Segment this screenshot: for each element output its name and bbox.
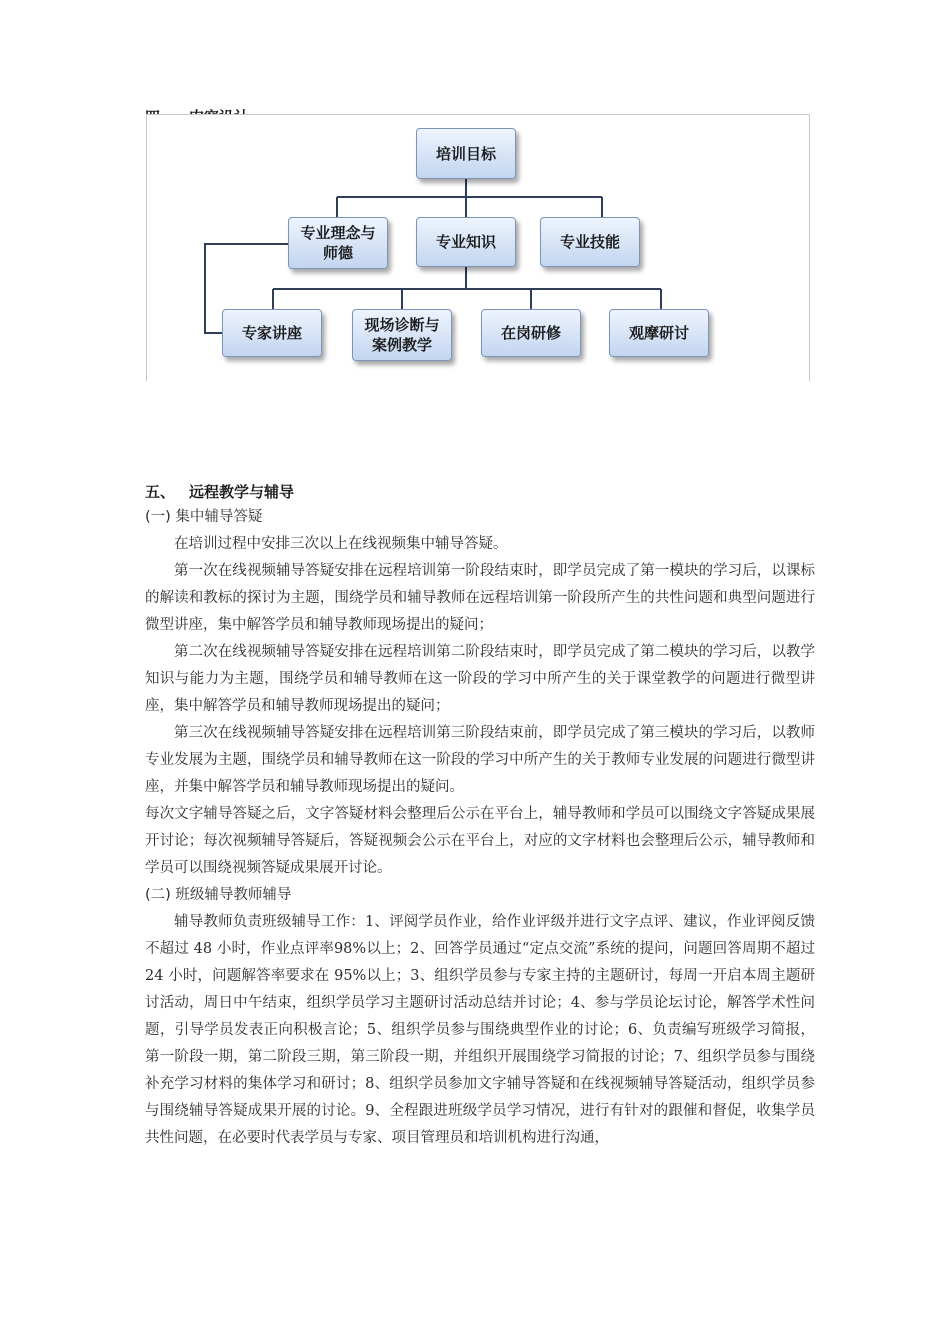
section-5-body (145, 504, 815, 1152)
paragraph-tutor-duties: 辅导教师负责班级辅导工作：1、评阅学员作业，给作业评级并进行文字点评、建议，作业评阅反馈不超过 48 小时，作业点评率98%以上；2、回答学员通过“定点交流”系统的提问，问题回答周期不超过24 小时，问题解答率要求在 95%以上；3、组织学员参与专家主持的主题研讨，每周一开启本周主题研讨活动，周日中午结束，组织学员学习主题研讨活动总结并讨论；4、参与学员论坛讨论，解答学术性问题，引导学员发表正向积极言论；5、组织学员参与围绕典型作业的讨论；6、负责编写班级学习简报，第一阶段一期，第二阶段三期，第三阶段一期，并组织开展围绕学习简报的讨论；7、组织学员参与围绕补充学习材料的集体学习和研讨；8、组织学员参加文字辅导答疑和在线视频辅导答疑活动，组织学员参与围绕辅导答疑成果开展的讨论。9、全程跟进班级学员学习情况，进行有针对的跟催和督促，收集学员共性问题，在必要时代表学员与专家、项目管理员和培训机构进行沟通， (145, 914, 815, 1146)
professional-ethics-box: 专业理念与师德 (288, 217, 388, 269)
professional-knowledge-box: 专业知识 (416, 217, 516, 267)
on-job-training-box: 在岗研修 (481, 309, 581, 357)
section-5-heading (145, 481, 294, 502)
observation-seminar-box: 观摩研讨 (609, 309, 709, 357)
subsection-2-title: (二) 班级辅导教师辅导 (145, 887, 292, 903)
paragraph-followup: 每次文字辅导答疑之后，文字答疑材料会整理后公示在平台上，辅导教师和学员可以围绕文字答疑成果展开讨论；每次视频辅导答疑后，答疑视频会公示在平台上，对应的文字材料也会整理后公示，辅导教师和学员可以围绕视频答疑成果展开讨论。 (145, 806, 815, 876)
case-teaching-box: 现场诊断与案例教学 (352, 309, 452, 361)
section-5-number: 五、 (145, 483, 176, 501)
training-goal-box: 培训目标 (416, 128, 516, 179)
paragraph-first-session: 第一次在线视频辅导答疑安排在远程培训第一阶段结束时，即学员完成了第一模块的学习后，以课标的解读和教标的探讨为主题，围绕学员和辅导教师在远程培训第一阶段所产生的共性问题和典型问题进行微型讲座，集中解答学员和辅导教师现场提出的疑问； (145, 563, 815, 633)
section-5-title: 远程教学与辅导 (189, 483, 295, 501)
content-design-diagram (146, 114, 810, 381)
expert-lecture-box: 专家讲座 (222, 309, 322, 357)
paragraph-intro: 在培训过程中安排三次以上在线视频集中辅导答疑。 (174, 536, 508, 552)
professional-skills-box: 专业技能 (540, 217, 640, 267)
paragraph-third-session: 第三次在线视频辅导答疑安排在远程培训第三阶段结束前，即学员完成了第三模块的学习后，以教师专业发展为主题，围绕学员和辅导教师在这一阶段的学习中所产生的关于教师专业发展的问题进行微型讲座，并集中解答学员和辅导教师现场提出的疑问。 (145, 725, 815, 795)
subsection-1-title: (一) 集中辅导答疑 (145, 509, 263, 525)
paragraph-second-session: 第二次在线视频辅导答疑安排在远程培训第二阶段结束时，即学员完成了第二模块的学习后，以教学知识与能力为主题，围绕学员和辅导教师在这一阶段的学习中所产生的关于课堂教学的问题进行微型讲座，集中解答学员和辅导教师现场提出的疑问； (145, 644, 815, 714)
